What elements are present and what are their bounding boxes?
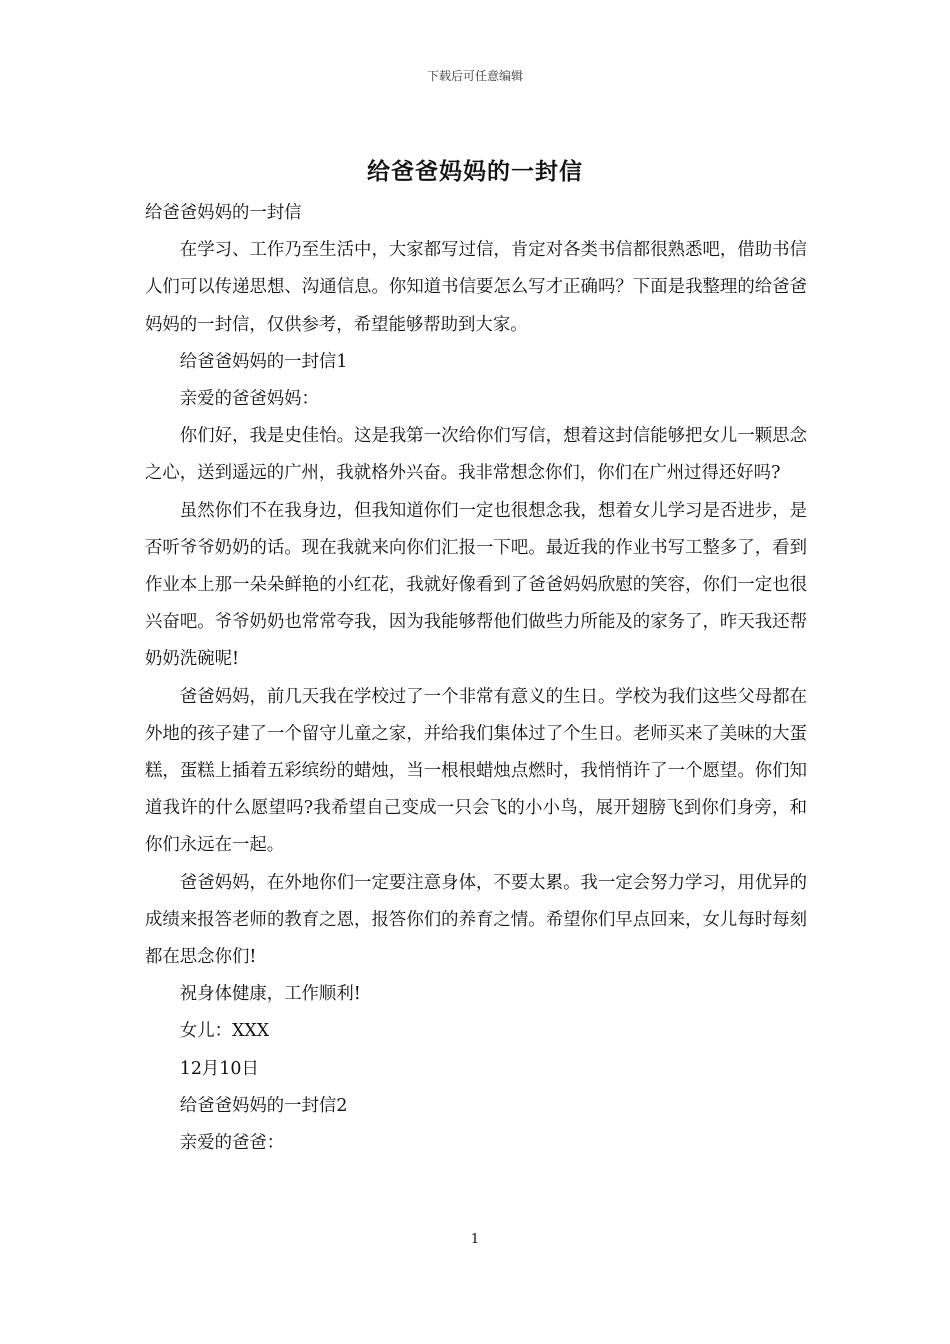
paragraph-heading-letter-1: 给爸爸妈妈的一封信1 — [179, 351, 348, 372]
paragraph-intro: 在学习、工作乃至生活中，大家都写过信，肯定对各类书信都很熟悉吧，借助书信人们可以传递思想、沟通信息。你知道书信要怎么写才正确吗？下面是我整理的给爸爸妈妈的一封信，仅供参考，希望能够帮助到大家。 — [145, 240, 807, 335]
paragraph-body: 爸爸妈妈，前几天我在学校过了一个非常有意义的生日。学校为我们这些父母都在外地的孩子建了一个留守儿童之家，并给我们集体过了个生日。老师买来了美味的大蛋糕，蛋糕上插着五彩缤纷的蜡烛，当一根根蜡烛点燃时，我悄悄许了一个愿望。你们知道我许的什么愿望吗?我希望自己变成一只会飞的小小鸟，展开翅膀飞到你们身旁，和你们永远在一起。 — [145, 686, 807, 856]
paragraph-body: 爸爸妈妈，在外地你们一定要注意身体，不要太累。我一定会努力学习，用优异的成绩来报答老师的教育之恩，报答你们的养育之情。希望你们早点回来，女儿每时每刻都在思念你们! — [145, 872, 807, 968]
paragraph-subtitle: 给爸爸妈妈的一封信 — [145, 203, 302, 223]
page-number: 1 — [470, 1232, 480, 1247]
paragraph-signature: 女儿：XXX — [179, 1021, 270, 1042]
paragraph-date: 12月10日 — [179, 1058, 259, 1079]
paragraph-heading-letter-2: 给爸爸妈妈的一封信2 — [179, 1095, 348, 1116]
paragraph-salutation: 亲爱的爸爸妈妈： — [179, 389, 319, 410]
header-note: 下载后可任意编辑 — [426, 69, 523, 83]
paragraph-closing: 祝身体健康，工作顺利! — [179, 984, 361, 1005]
paragraph-body: 虽然你们不在我身边，但我知道你们一定也很想念我，想着女儿学习是否进步，是否听爷爷奶奶的话。现在我就来向你们汇报一下吧。最近我的作业书写工整多了，看到作业本上那一朵朵鲜艳的小红花，我就好像看到了爸爸妈妈欣慰的笑容，你们一定也很兴奋吧。爷爷奶奶也常常夸我，因为我能够帮他们做些力所能及的家务了，昨天我还帮奶奶洗碗呢! — [145, 500, 807, 670]
paragraph-salutation: 亲爱的爸爸： — [179, 1133, 285, 1154]
document-title: 给爸爸妈妈的一封信 — [367, 158, 583, 185]
paragraph-body: 你们好，我是史佳怡。这是我第一次给你们写信，想着这封信能够把女儿一颗思念之心，送到遥远的广州，我就格外兴奋。我非常想念你们，你们在广州过得还好吗? — [145, 426, 807, 484]
document-body — [145, 195, 807, 1162]
